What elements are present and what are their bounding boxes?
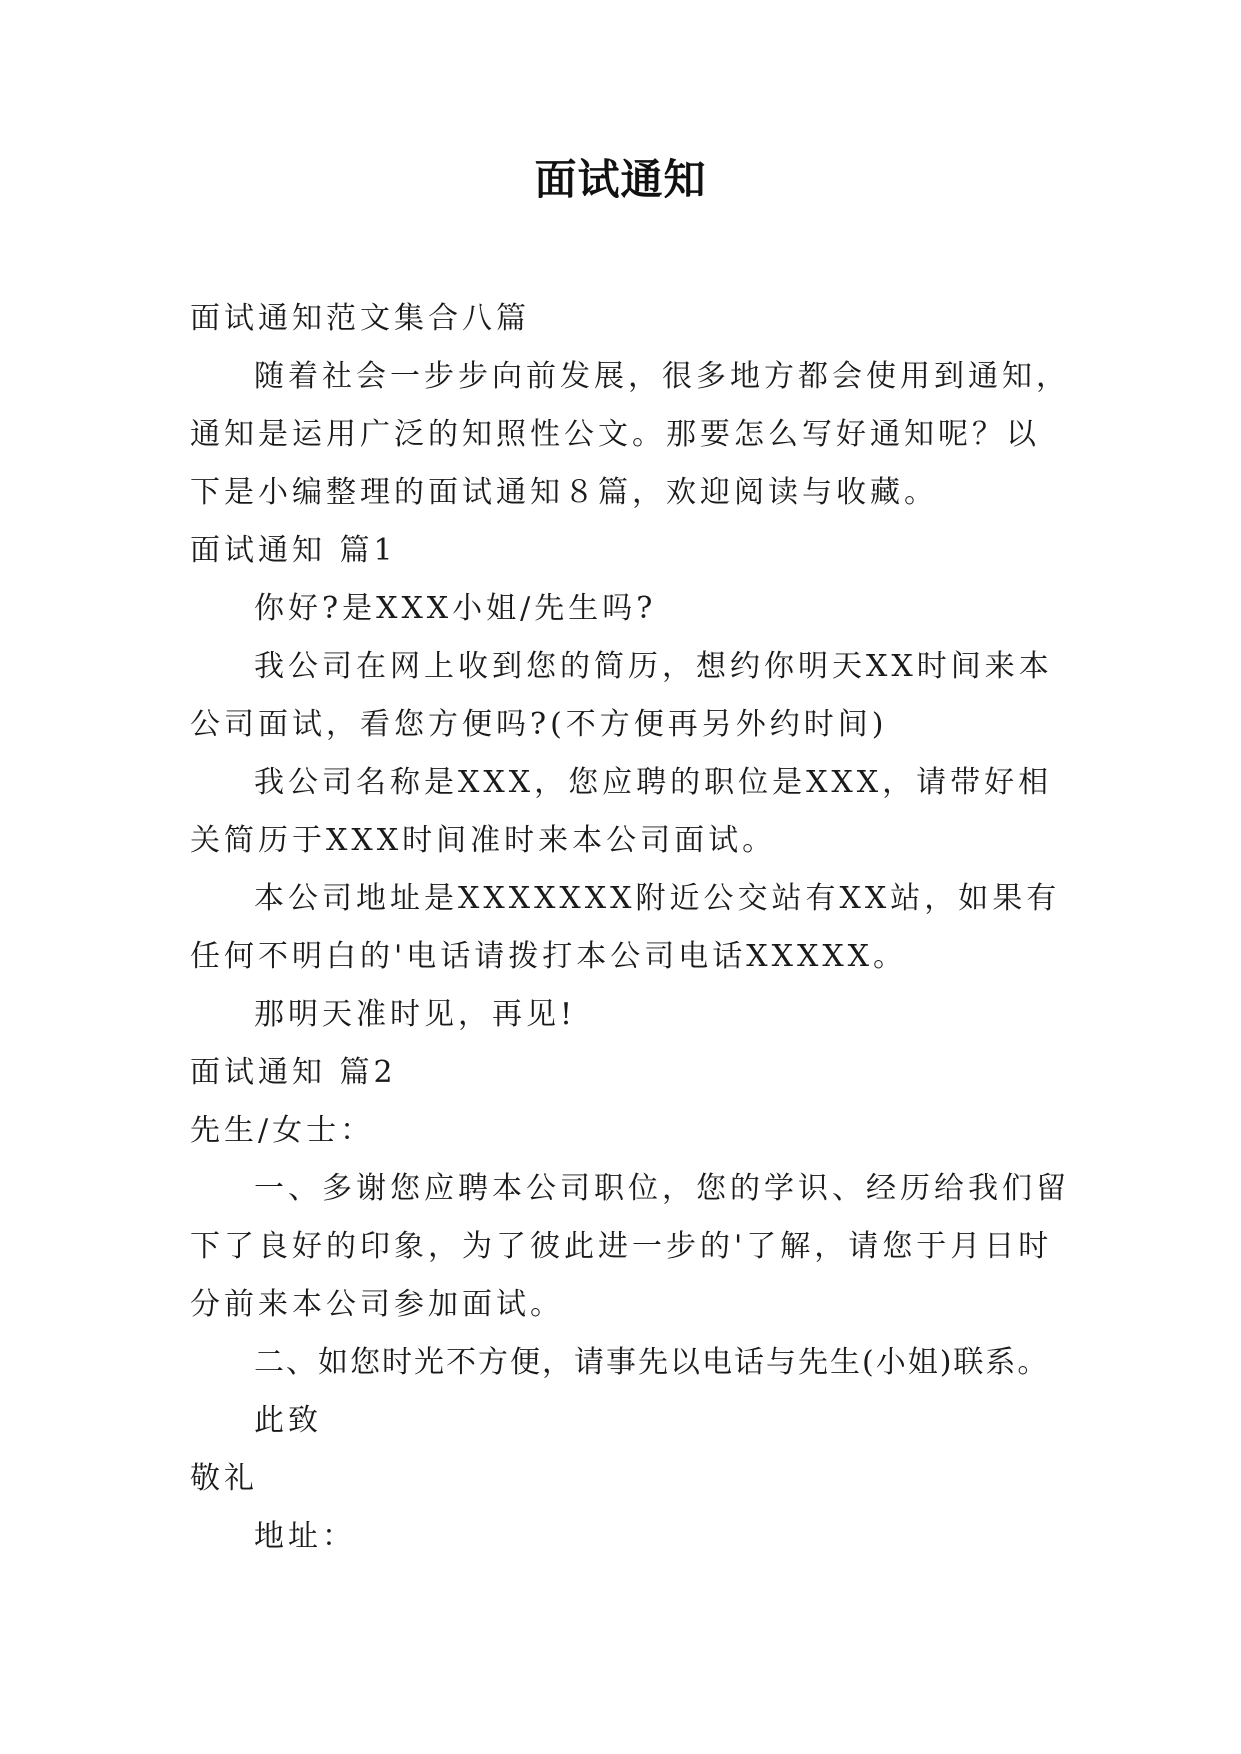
closing-line: 此致 — [254, 1403, 322, 1438]
document-body — [190, 290, 1070, 1566]
section-heading-1: 面试通知 篇1 — [190, 533, 397, 568]
paragraph: 我公司名称是XXX，您应聘的职位是XXX，请带好相关简历于XXX时间准时来本公司面试。 — [190, 765, 1053, 858]
address-label: 地址： — [254, 1519, 356, 1554]
paragraph: 那明天准时见，再见! — [254, 997, 577, 1032]
section-heading-2: 面试通知 篇2 — [190, 1055, 397, 1090]
paragraph: 你好?是XXX小姐/先生吗? — [254, 591, 657, 626]
closing-regards: 敬礼 — [190, 1461, 258, 1496]
intro-paragraph: 随着社会一步步向前发展，很多地方都会使用到通知，通知是运用广泛的知照性公文。那要怎么写好通知呢？以下是小编整理的面试通知８篇，欢迎阅读与收藏。 — [190, 359, 1070, 510]
paragraph: 一、多谢您应聘本公司职位，您的学识、经历给我们留下了良好的印象，为了彼此进一步的'了解，请您于月日时分前来本公司参加面试。 — [190, 1171, 1070, 1322]
paragraph: 本公司地址是XXXXXXX附近公交站有XX站，如果有任何不明白的'电话请拨打本公司电话XXXXX。 — [190, 881, 1061, 974]
paragraph: 二、如您时光不方便，请事先以电话与先生(小姐)联系。 — [254, 1345, 1050, 1380]
paragraph: 我公司在网上收到您的简历，想约你明天XX时间来本公司面试，看您方便吗?(不方便再另外约时间) — [190, 649, 1053, 742]
salutation: 先生/女士： — [190, 1113, 375, 1148]
document-title: 面试通知 — [534, 155, 707, 204]
intro-heading: 面试通知范文集合八篇 — [190, 301, 530, 336]
